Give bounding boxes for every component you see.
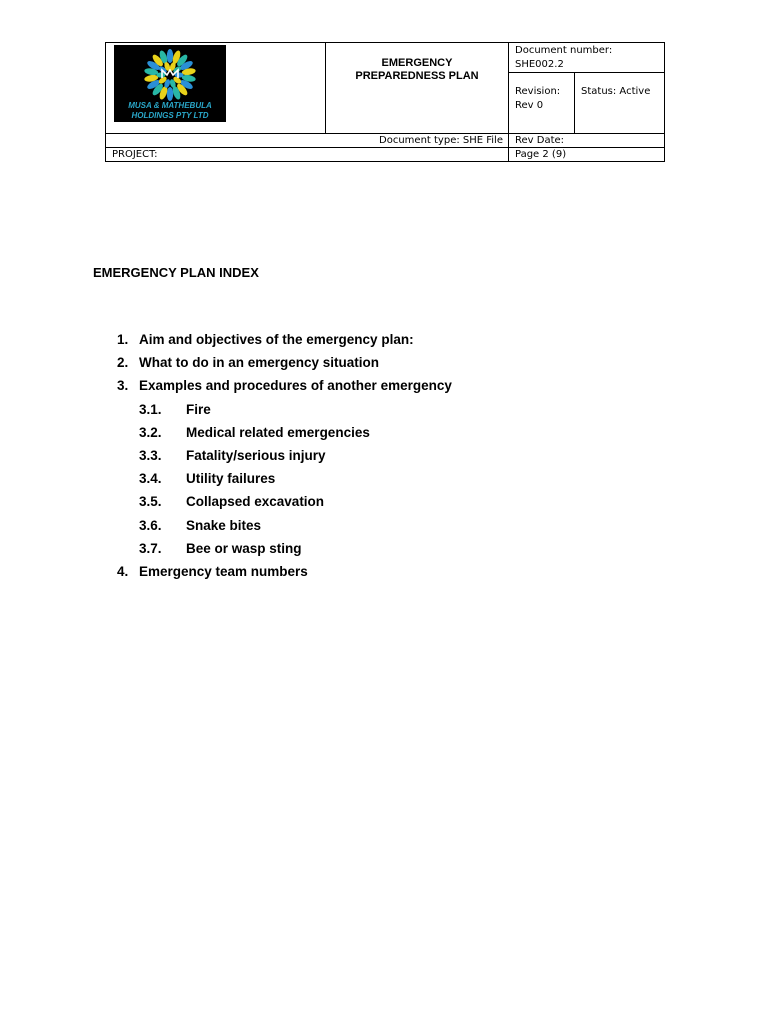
page-number: Page 2 (9) bbox=[509, 148, 665, 162]
index-item-number: 4. bbox=[117, 564, 129, 579]
revision-cell bbox=[509, 73, 575, 134]
company-logo bbox=[114, 45, 226, 122]
index-item-text: Emergency team numbers bbox=[139, 564, 308, 579]
index-item-number: 3.2. bbox=[139, 424, 162, 440]
index-item-text: Fatality/serious injury bbox=[186, 448, 326, 463]
index-item-text: Snake bites bbox=[186, 517, 262, 533]
index-item-text: Bee or wasp sting bbox=[186, 540, 302, 556]
index-item-text: Collapsed excavation bbox=[186, 494, 325, 510]
index-item-number: 1. bbox=[117, 332, 129, 347]
revision-value: Rev 0 bbox=[515, 100, 544, 111]
title-line1: EMERGENCY bbox=[381, 57, 453, 69]
document-number: Document number: SHE002.2 bbox=[509, 43, 665, 73]
document-title bbox=[326, 43, 509, 134]
logo-text-line1: MUSA & MATHEBULA bbox=[128, 101, 212, 110]
index-item-text: Examples and procedures of another emergency bbox=[139, 378, 452, 394]
status-cell: Status: Active bbox=[575, 73, 665, 134]
index-item-number: 3.7. bbox=[139, 540, 162, 556]
project-label: PROJECT: bbox=[106, 148, 509, 162]
index-item-number: 3.4. bbox=[139, 471, 162, 487]
logo-cell bbox=[106, 43, 326, 134]
index-item-text: Utility failures bbox=[186, 471, 276, 487]
index-item-number: 3.5. bbox=[139, 494, 162, 510]
index-item-text: Fire bbox=[186, 401, 211, 417]
index-item-number: 3.1. bbox=[139, 401, 162, 417]
document-header bbox=[105, 42, 665, 162]
index-item-number: 3.6. bbox=[139, 517, 162, 533]
index-item-number: 3.3. bbox=[139, 448, 162, 463]
logo-petal bbox=[167, 87, 173, 101]
flower-logo-icon bbox=[114, 45, 226, 122]
rev-date: Rev Date: bbox=[509, 134, 665, 148]
index-item-number: 2. bbox=[117, 355, 129, 371]
index-item-text: What to do in an emergency situation bbox=[139, 355, 380, 371]
index-item-number: 3. bbox=[117, 378, 129, 394]
logo-petal bbox=[167, 49, 173, 63]
logo-text-line2: HOLDINGS PTY LTD bbox=[131, 111, 209, 120]
index-item-text: Aim and objectives of the emergency plan: bbox=[139, 332, 414, 347]
index-title: EMERGENCY PLAN INDEX bbox=[93, 265, 259, 280]
title-line2: PREPAREDNESS PLAN bbox=[355, 70, 479, 82]
index-item-text: Medical related emergencies bbox=[186, 424, 370, 440]
revision-label: Revision: bbox=[515, 86, 561, 97]
document-type: Document type: SHE File bbox=[106, 134, 509, 148]
